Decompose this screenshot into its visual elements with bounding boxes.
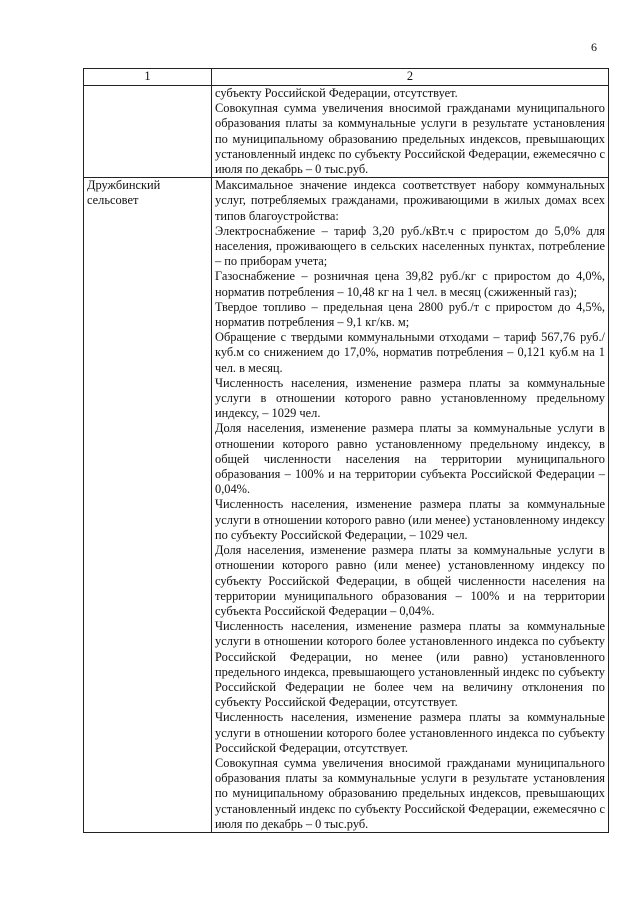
table-row bbox=[84, 178, 609, 833]
paragraph: Обращение с твердыми коммунальными отходами – тариф 567,76 руб./куб.м со снижением до 17,0%, норматив потребления – 0,121 куб.м на 1 чел. в месяц. bbox=[215, 330, 605, 375]
paragraph: Электроснабжение – тариф 3,20 руб./кВт.ч с приростом до 5,0% для населения, проживающего в сельских населенных пунктах, потребление – по приборам учета; bbox=[215, 223, 605, 269]
paragraph: Численность населения, изменение размера платы за коммунальные услуги в отношении которого равно (или менее) установленному индексу по субъекту Российской Федерации, – 1029 чел. bbox=[215, 497, 605, 542]
description-cell bbox=[212, 178, 609, 833]
column-header-1: 1 bbox=[84, 69, 212, 86]
municipality-name-cell bbox=[84, 178, 212, 833]
paragraph: Твердое топливо – предельная цена 2800 руб./т с приростом до 4,5%, норматив потребления – 9,1 кг/кв. м; bbox=[215, 299, 605, 330]
paragraph: Доля населения, изменение размера платы за коммунальные услуги в отношении которого равно (или менее) установленному индексу по субъекту Российской Федерации, в общей численности населения на территории муниципального образования – 100% и на территории субъекта Российской Федерации – 0,04%. bbox=[215, 543, 605, 618]
municipality-name-cell bbox=[84, 86, 212, 178]
paragraph: Совокупная сумма увеличения вносимой гражданами муниципального образования платы за коммунальные услуги в результате установления по муниципальному образованию предельных индексов, превышающих установленный индекс по субъекту Российской Федерации, ежемесячно с июля по декабрь – 0 тыс.руб. bbox=[215, 755, 606, 831]
paragraph: Численность населения, изменение размера платы за коммунальные услуги в отношении которого равно установленному предельному индексу, – 1029 чел. bbox=[215, 375, 605, 421]
description-cell bbox=[212, 86, 609, 178]
paragraph: Максимальное значение индекса соответствует набору коммунальных услуг, потребляемых гражданами, проживающими в жилых домах всех типов благоустройства: bbox=[215, 178, 605, 223]
municipality-name: Дружбинский сельсовет bbox=[87, 178, 161, 208]
column-header-2: 2 bbox=[212, 69, 609, 86]
page-number: 6 bbox=[591, 40, 597, 54]
paragraph: Численность населения, изменение размера платы за коммунальные услуги в отношении которого более установленного индекса по субъекту Российской Федерации, отсутствует. bbox=[215, 710, 605, 755]
paragraph: Численность населения, изменение размера платы за коммунальные услуги в отношении которого более установленного индекса по субъекту Российской Федерации, но менее (или равно) установленного предельного индекса, превышающего установленный индекс по субъекту Российской Федерации не более чем на величину отклонения по субъекту Российской Федерации, отсутствует. bbox=[215, 619, 605, 710]
table-row bbox=[84, 86, 609, 178]
table-header-row bbox=[84, 69, 609, 86]
paragraph: субъекту Российской Федерации, отсутствует. bbox=[215, 86, 458, 100]
document-table bbox=[83, 68, 609, 833]
paragraph: Газоснабжение – розничная цена 39,82 руб./кг с приростом до 4,0%, норматив потребления – 10,48 кг на 1 чел. в месяц (сжиженный газ); bbox=[215, 269, 605, 299]
paragraph: Совокупная сумма увеличения вносимой гражданами муниципального образования платы за коммунальные услуги в результате установления по муниципальному образованию предельных индексов, превышающих установленный индекс по субъекту Российской Федерации, ежемесячно с июля по декабрь – 0 тыс.руб. bbox=[215, 101, 606, 177]
paragraph: Доля населения, изменение размера платы за коммунальные услуги в отношении которого равно установленному предельному индексу, в общей численности населения на территории муниципального образования – 100% и на территории субъекта Российской Федерации – 0,04%. bbox=[215, 421, 605, 497]
